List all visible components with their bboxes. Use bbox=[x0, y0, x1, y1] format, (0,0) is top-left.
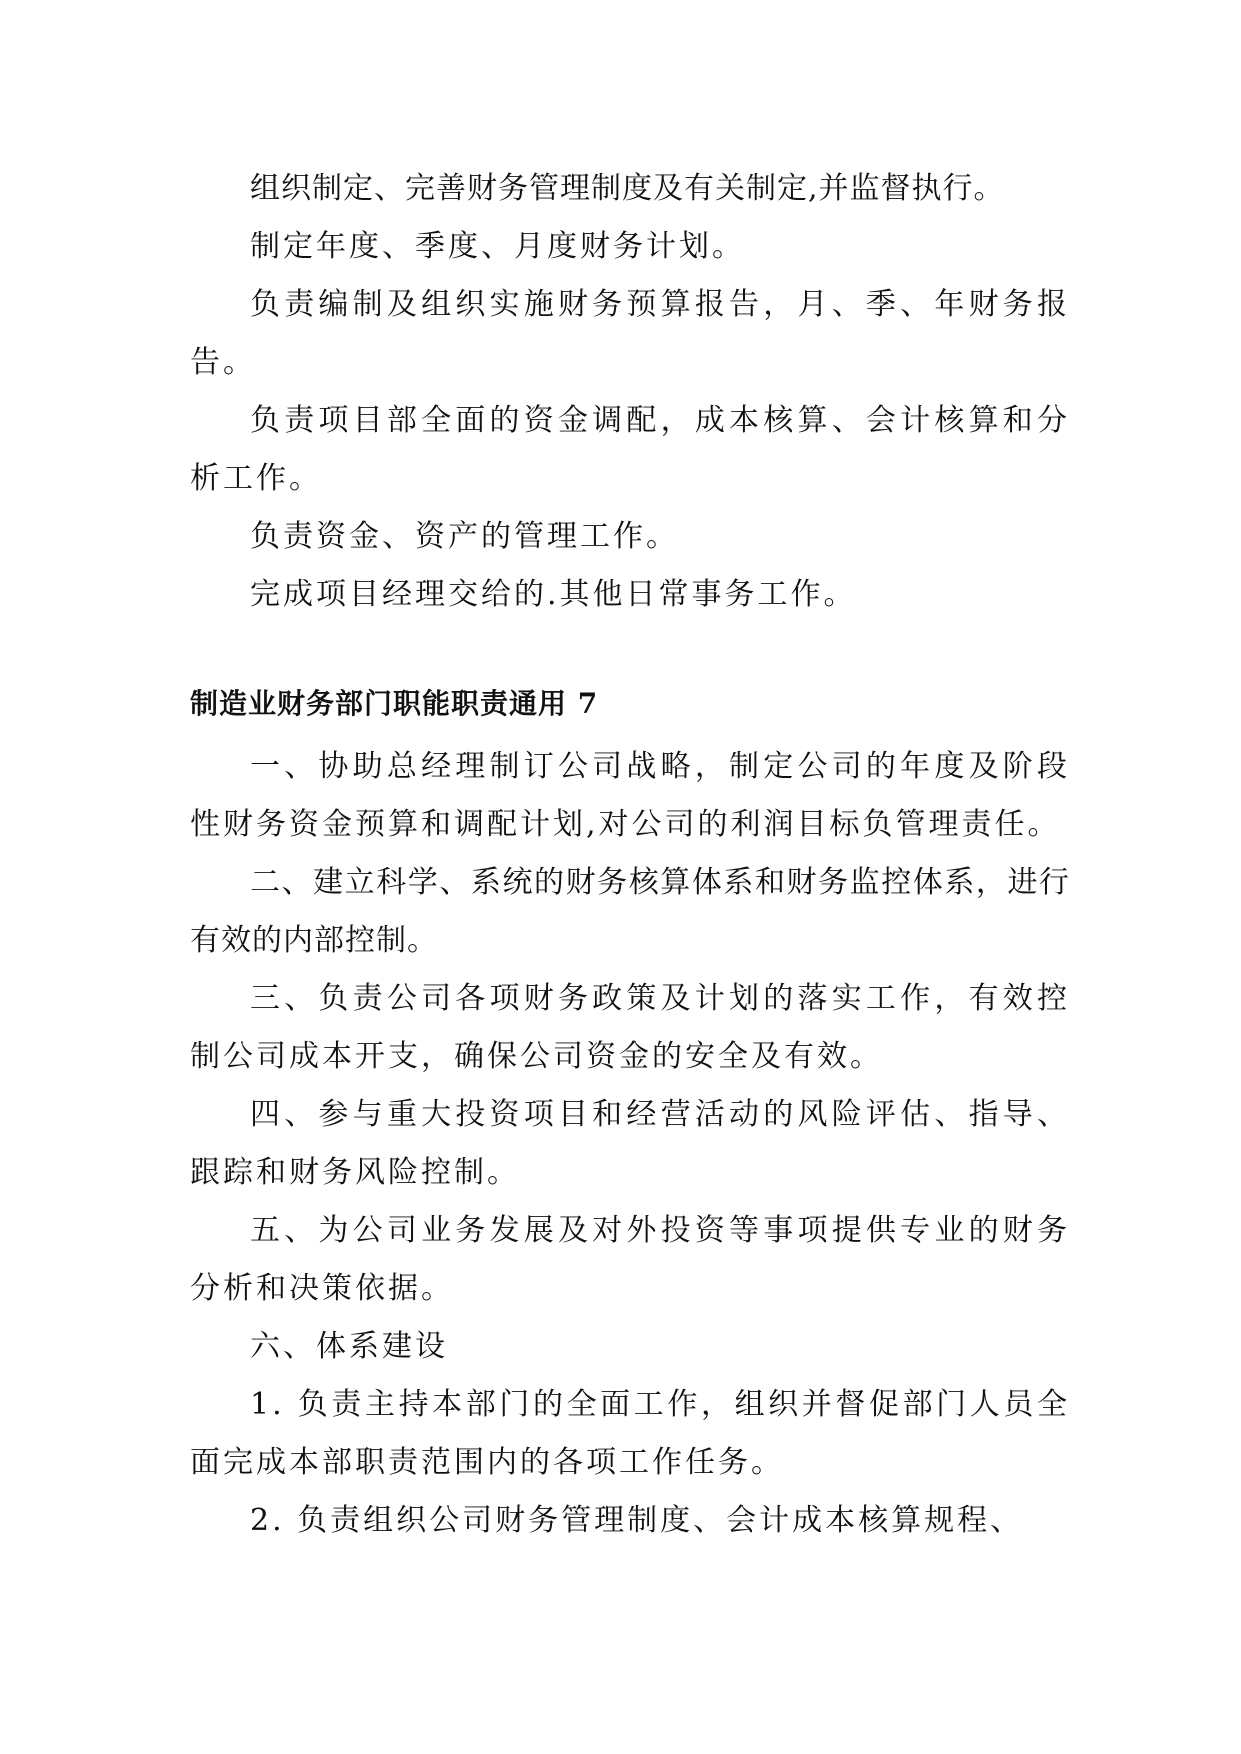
paragraph: 二、建立科学、系统的财务核算体系和财务监控体系，进行有效的内部控制。 bbox=[190, 865, 1070, 958]
paragraph: 制定年度、季度、月度财务计划。 bbox=[250, 229, 745, 264]
paragraph: 一、协助总经理制订公司战略，制定公司的年度及阶段性财务资金预算和调配计划,对公司的利润目标负管理责任。 bbox=[190, 749, 1070, 842]
top-text-block bbox=[190, 160, 1070, 624]
paragraph: 三、负责公司各项财务政策及计划的落实工作，有效控制公司成本开支，确保公司资金的安全及有效。 bbox=[190, 981, 1070, 1074]
section-text-block bbox=[190, 738, 1070, 1550]
paragraph: 完成项目经理交给的.其他日常事务工作。 bbox=[250, 577, 857, 612]
paragraph: 四、参与重大投资项目和经营活动的风险评估、指导、跟踪和财务风险控制。 bbox=[190, 1097, 1070, 1190]
paragraph: 五、为公司业务发展及对外投资等事项提供专业的财务分析和决策依据。 bbox=[190, 1213, 1070, 1306]
paragraph: 组织制定、完善财务管理制度及有关制定,并监督执行。 bbox=[250, 171, 1005, 206]
paragraph: 2. 负责组织公司财务管理制度、会计成本核算规程、 bbox=[250, 1503, 1024, 1538]
paragraph: 负责编制及组织实施财务预算报告，月、季、年财务报告。 bbox=[190, 287, 1070, 380]
section-title: 制造业财务部门职能职责通用 7 bbox=[190, 687, 599, 720]
paragraph: 六、体系建设 bbox=[250, 1329, 448, 1364]
paragraph: 负责资金、资产的管理工作。 bbox=[250, 519, 679, 554]
paragraph: 负责项目部全面的资金调配，成本核算、会计核算和分析工作。 bbox=[190, 403, 1070, 496]
paragraph: 1. 负责主持本部门的全面工作，组织并督促部门人员全面完成本部职责范围内的各项工作任务。 bbox=[190, 1387, 1070, 1480]
